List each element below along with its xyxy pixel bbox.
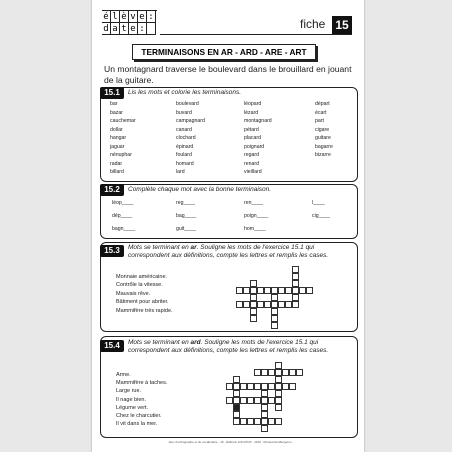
crossword-cell <box>254 369 261 376</box>
crossword-cell <box>282 383 289 390</box>
logo-letter <box>147 23 156 35</box>
word-item: dollar <box>110 126 123 133</box>
word-item: départ <box>315 101 330 107</box>
word-item: buvard <box>176 109 192 116</box>
logo-letter: : <box>147 11 156 23</box>
word-item: écart <box>315 109 327 116</box>
crossword-cell <box>257 301 264 308</box>
crossword-cell <box>247 418 254 425</box>
crossword-cell <box>292 280 299 287</box>
clue-item: Mammifère à taches. <box>116 380 168 387</box>
exercise-3-badge: 15.3 <box>100 245 124 257</box>
exercise-1-badge: 15.1 <box>100 87 124 99</box>
crossword-cell <box>271 322 278 329</box>
crossword-cell <box>250 287 257 294</box>
word-item: boulevard <box>176 101 199 107</box>
crossword-cell <box>275 404 282 411</box>
word-item: placard <box>244 135 262 141</box>
clue-item: Mauvais rêve. <box>116 290 151 297</box>
crossword-cell <box>226 383 233 390</box>
crossword-cell <box>261 418 268 425</box>
crossword-cell <box>268 369 275 376</box>
crossword-cell <box>250 315 257 322</box>
word-item: bazar <box>110 109 123 116</box>
word-item: campagnard <box>176 118 205 124</box>
word-item: canard <box>176 126 192 133</box>
crossword-cell <box>254 397 261 404</box>
word-item: regard <box>244 152 259 158</box>
fill-in-word: guit____ <box>176 226 196 232</box>
clue-item: Il vit dans la mer. <box>116 421 158 428</box>
crossword-cell <box>261 397 268 404</box>
crossword-cell <box>261 425 268 432</box>
crossword-cell <box>240 397 247 404</box>
crossword-cell <box>243 287 250 294</box>
fiche-number: 15 <box>332 16 352 34</box>
word-item: jaguar <box>110 143 125 150</box>
crossword-cell <box>247 383 254 390</box>
word-item: homard <box>176 160 194 167</box>
crossword-cell <box>278 287 285 294</box>
crossword-cell <box>236 287 243 294</box>
fill-in-word: ren____ <box>244 200 264 206</box>
word-item: cauchemar <box>110 118 136 124</box>
logo-letter: d <box>102 23 111 35</box>
word-item: bar <box>110 101 118 107</box>
crossword-cell <box>271 301 278 308</box>
crossword-cell <box>261 411 268 418</box>
word-item: clochard <box>176 135 196 141</box>
fill-in-word: l____ <box>312 200 325 206</box>
exercise-2-instruction: Complète chaque mot avec la bonne terminaison. <box>128 186 272 193</box>
crossword-cell <box>271 315 278 322</box>
word-item: pétard <box>244 126 259 133</box>
crossword-cell <box>254 418 261 425</box>
fill-in-word: léop____ <box>112 200 134 206</box>
crossword-cell <box>240 418 247 425</box>
crossword-cell <box>233 418 240 425</box>
fill-in-word: hom____ <box>244 226 266 232</box>
clue-item: Large rue. <box>116 388 142 395</box>
crossword-cell <box>268 397 275 404</box>
exercise-1-instruction: Lis les mots et colorie les terminaisons. <box>128 89 242 96</box>
crossword-cell <box>289 369 296 376</box>
crossword-cell <box>282 369 289 376</box>
exercise-2-badge: 15.2 <box>100 184 124 196</box>
crossword-cell <box>275 390 282 397</box>
crossword-cell <box>250 301 257 308</box>
word-item: part <box>315 118 324 124</box>
crossword-cell <box>240 383 247 390</box>
logo-letter: l <box>111 11 120 23</box>
crossword-cell <box>233 383 240 390</box>
clue-item: Légume vert. <box>116 404 149 411</box>
crossword-cell <box>292 273 299 280</box>
crossword-cell <box>306 287 313 294</box>
crossword-cell <box>275 362 282 369</box>
clue-item: Contrôle la vitesse. <box>116 282 163 289</box>
fill-in-word: cig____ <box>312 213 331 219</box>
word-item: radar <box>110 160 123 167</box>
word-item: foulard <box>176 152 192 158</box>
crossword-cell <box>268 383 275 390</box>
word-item: lézard <box>244 109 259 116</box>
word-item: cigare <box>315 126 330 133</box>
crossword-cell <box>226 397 233 404</box>
clue-item: Arme. <box>116 372 131 378</box>
crossword-cell <box>299 287 306 294</box>
crossword-cell <box>233 411 240 418</box>
crossword-cell <box>243 301 250 308</box>
fiche-label: fiche <box>300 17 326 31</box>
crossword-cell <box>292 287 299 294</box>
crossword-cell <box>275 376 282 383</box>
crossword-cell <box>233 390 240 397</box>
crossword-cell <box>250 280 257 287</box>
word-item: nénuphar <box>110 152 132 158</box>
crossword-cell <box>285 287 292 294</box>
crossword-cell <box>275 418 282 425</box>
crossword-cell <box>271 308 278 315</box>
fill-in-word: bag____ <box>176 213 197 219</box>
intro-sentence: Un montagnard traverse le boulevard dans le brouillard en jouant de la guitare. <box>104 64 352 85</box>
word-item: bizarre <box>315 152 331 158</box>
header-rule <box>160 34 352 35</box>
word-item: montagnard <box>244 118 272 124</box>
crossword-cell <box>233 397 240 404</box>
crossword-cell <box>278 301 285 308</box>
clue-item: Mammifère très rapide. <box>116 307 173 314</box>
word-item: renard <box>244 160 259 167</box>
word-item: bagarre <box>315 143 333 150</box>
crossword-cell <box>261 404 268 411</box>
crossword-cell <box>292 294 299 301</box>
fill-in-word: reg____ <box>176 200 196 206</box>
crossword-cell <box>264 287 271 294</box>
crossword-cell <box>275 383 282 390</box>
logo-letter: a <box>111 23 120 35</box>
fill-in-word: poign____ <box>244 213 269 219</box>
clue-item: Monnaie américaine. <box>116 274 168 280</box>
crossword-cell <box>268 418 275 425</box>
logo-letter: : <box>138 23 147 35</box>
clue-item: Bâtiment pour abriter. <box>116 299 169 306</box>
crossword-cell <box>233 404 240 411</box>
logo-letter: v <box>129 11 138 23</box>
fill-in-word: dép____ <box>112 213 133 219</box>
logo-letter: e <box>138 11 147 23</box>
crossword-cell <box>275 369 282 376</box>
crossword-cell <box>250 308 257 315</box>
word-item: poignard <box>244 143 265 150</box>
word-item: léopard <box>244 101 262 107</box>
crossword-cell <box>261 383 268 390</box>
crossword-cell <box>289 383 296 390</box>
page-footer: Jeux d'orthographe et de vocabulaire · 15 · Éditions JOCATOP · 2010 · Montevrain-Bergeron <box>168 440 292 444</box>
crossword-cell <box>292 266 299 273</box>
crossword-cell <box>292 301 299 308</box>
crossword-cell <box>254 383 261 390</box>
crossword-cell <box>275 397 282 404</box>
word-item: vieillard <box>244 169 262 175</box>
word-item: guitare <box>315 135 331 141</box>
crossword-cell <box>264 301 271 308</box>
crossword-cell <box>247 397 254 404</box>
word-item: épinard <box>176 143 194 150</box>
logo-letter: e <box>129 23 138 35</box>
exercise-3-instruction: Mots se terminant en ar. Souligne les mots de l'exercice 15.1 qui correspondent aux définitions, compte les lettres et remplis les cases. <box>128 244 329 259</box>
crossword-cell <box>261 390 268 397</box>
crossword-cell <box>271 294 278 301</box>
crossword-cell <box>296 369 303 376</box>
title-banner: TERMINAISONS EN AR - ARD - ARE - ART <box>132 44 316 60</box>
word-item: lard <box>176 169 185 175</box>
crossword-cell <box>285 301 292 308</box>
crossword-cell <box>261 369 268 376</box>
logo-letter: t <box>120 23 129 35</box>
crossword-cell <box>236 301 243 308</box>
word-item: billard <box>110 169 124 175</box>
exercise-4-badge: 15.4 <box>100 340 124 352</box>
clue-item: Chez le charcutier. <box>116 413 162 419</box>
crossword-cell <box>233 376 240 383</box>
logo-letter: é <box>102 11 111 23</box>
fill-in-word: bagn____ <box>112 226 136 232</box>
eleve-date-logo <box>102 10 157 38</box>
crossword-cell <box>250 294 257 301</box>
clue-item: Il nage bien. <box>116 396 146 403</box>
crossword-cell <box>257 287 264 294</box>
logo-letter: è <box>120 11 129 23</box>
word-item: hangar <box>110 135 127 141</box>
exercise-4-instruction: Mots se terminant en ard. Souligne les mots de l'exercice 15.1 qui correspondent aux définitions, compte les lettres et remplis les cases. <box>128 339 329 354</box>
crossword-cell <box>271 287 278 294</box>
